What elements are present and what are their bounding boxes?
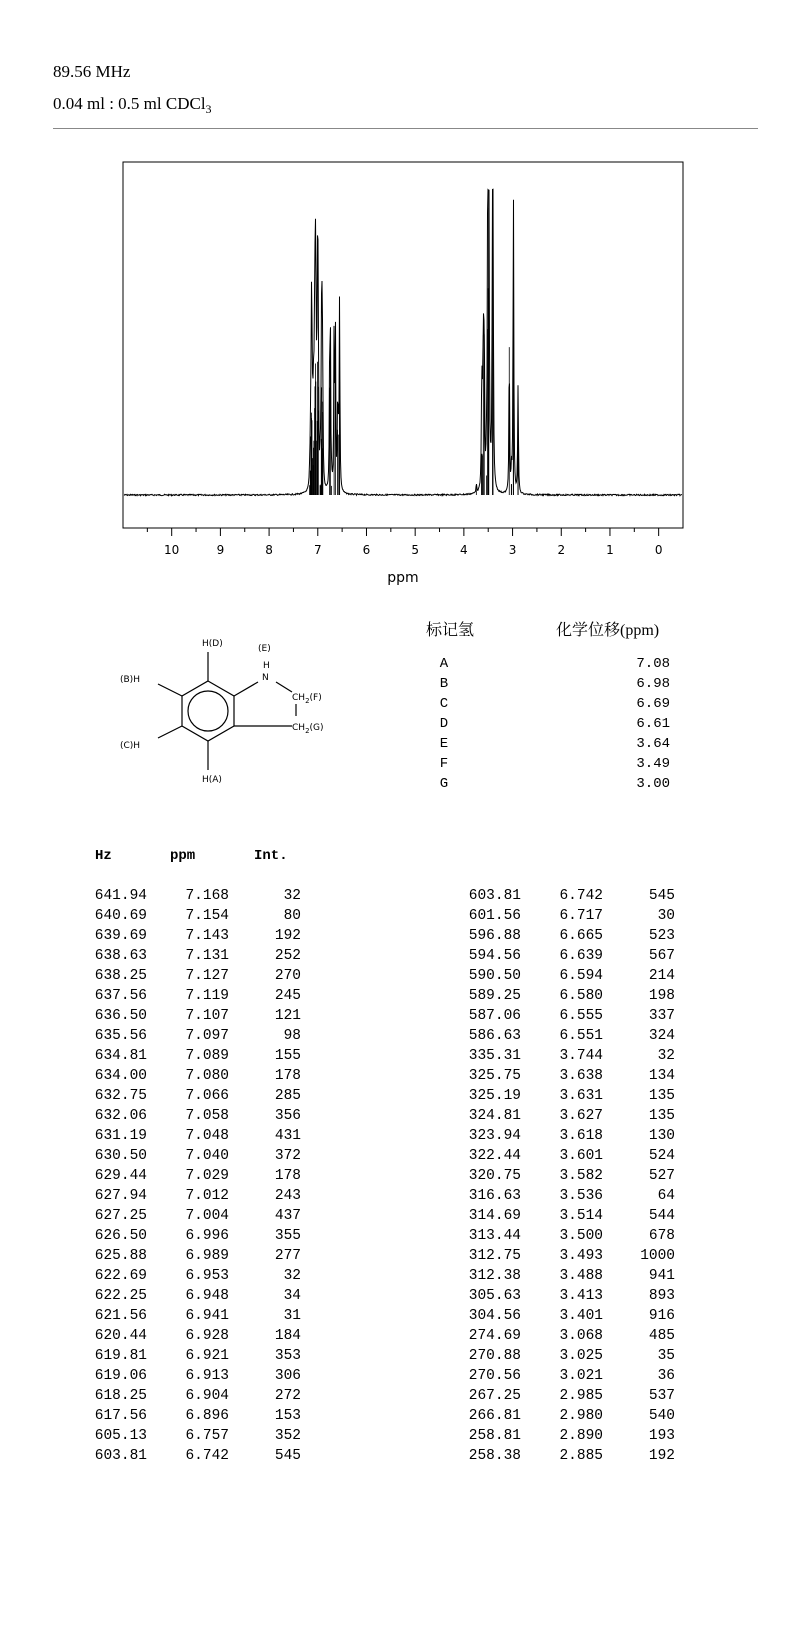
peak-hz: 586.63 <box>468 1028 521 1044</box>
nmr-spectrum-chart <box>0 0 794 600</box>
peak-hz: 304.56 <box>468 1308 521 1324</box>
peak-int: 352 <box>274 1428 301 1444</box>
peak-hz: 641.94 <box>94 888 147 904</box>
peak-hz: 619.81 <box>94 1348 147 1364</box>
peak-int: 243 <box>274 1188 301 1204</box>
peak-int: 941 <box>648 1268 675 1284</box>
peak-int: 130 <box>648 1128 675 1144</box>
peak-hz: 323.94 <box>468 1128 521 1144</box>
x-tick-label: 8 <box>265 543 273 557</box>
peak-row <box>456 1286 675 1306</box>
label-ch2-g: $CH_2(G)$ <box>292 723 324 735</box>
peak-ppm: 3.068 <box>559 1328 603 1344</box>
peak-hz: 274.69 <box>468 1328 521 1344</box>
peak-ppm: 3.025 <box>559 1348 603 1364</box>
indoline-structure <box>110 630 380 800</box>
peak-hz: 267.25 <box>468 1388 521 1404</box>
peak-int: 36 <box>657 1368 675 1384</box>
peak-ppm: 7.131 <box>185 948 229 964</box>
peak-ppm: 3.582 <box>559 1168 603 1184</box>
peak-row <box>82 1426 301 1446</box>
peak-ppm: 7.012 <box>185 1188 229 1204</box>
x-axis-ticks <box>147 528 658 536</box>
peak-ppm: 6.996 <box>185 1228 229 1244</box>
peak-row <box>82 1406 301 1426</box>
peak-row <box>456 1266 675 1286</box>
peak-row <box>82 1386 301 1406</box>
assignment-table <box>420 654 670 794</box>
peak-hz: 314.69 <box>468 1208 521 1224</box>
assignment-shift: 3.64 <box>636 736 670 752</box>
peak-ppm: 7.143 <box>185 928 229 944</box>
x-tick-label: 9 <box>216 543 225 557</box>
peak-ppm: 7.029 <box>185 1168 229 1184</box>
peak-hz: 617.56 <box>94 1408 147 1424</box>
peak-int: 214 <box>648 968 675 984</box>
assignment-shift: 3.00 <box>636 776 670 792</box>
peak-header-ppm: ppm <box>170 848 196 864</box>
peak-ppm: 6.757 <box>185 1428 229 1444</box>
label-hb: (B)H <box>120 675 140 685</box>
label-hd: H(D) <box>202 639 223 649</box>
peak-int: 198 <box>648 988 675 1004</box>
peak-int: 324 <box>648 1028 675 1044</box>
peak-ppm: 6.717 <box>559 908 603 924</box>
peak-int: 32 <box>657 1048 675 1064</box>
peak-int: 524 <box>648 1148 675 1164</box>
peak-ppm: 7.066 <box>185 1088 229 1104</box>
assignment-label: E <box>439 736 449 752</box>
peak-row <box>82 1206 301 1226</box>
peak-row <box>82 1126 301 1146</box>
peak-row <box>82 1306 301 1326</box>
label-ch2-f: $CH_2(F)$ <box>292 693 322 705</box>
peak-hz: 270.56 <box>468 1368 521 1384</box>
assignment-header-shift: 化学位移(ppm) <box>556 622 660 639</box>
spectrum-line <box>124 189 682 495</box>
peak-hz: 322.44 <box>468 1148 521 1164</box>
peak-hz: 630.50 <box>94 1148 147 1164</box>
peak-hz: 258.38 <box>468 1448 521 1464</box>
peak-hz: 620.44 <box>94 1328 147 1344</box>
x-tick-label: 4 <box>460 543 468 557</box>
peak-hz: 596.88 <box>468 928 521 944</box>
peak-ppm: 6.896 <box>185 1408 229 1424</box>
peak-int: 30 <box>657 908 675 924</box>
peak-ppm: 7.168 <box>185 888 229 904</box>
peak-int: 178 <box>274 1068 301 1084</box>
peak-row <box>456 1146 675 1166</box>
peak-int: 355 <box>274 1228 301 1244</box>
assignment-label: G <box>439 776 449 792</box>
peak-row <box>82 1066 301 1086</box>
peak-row <box>82 1186 301 1206</box>
peak-hz: 627.94 <box>94 1188 147 1204</box>
peak-row <box>82 1086 301 1106</box>
molecule-bonds <box>158 652 296 770</box>
peak-int: 252 <box>274 948 301 964</box>
peak-int: 678 <box>648 1228 675 1244</box>
assignment-label: B <box>439 676 449 692</box>
assignment-label: A <box>439 656 449 672</box>
peak-int: 567 <box>648 948 675 964</box>
peak-ppm: 3.514 <box>559 1208 603 1224</box>
peak-ppm: 6.941 <box>185 1308 229 1324</box>
peak-int: 277 <box>274 1248 301 1264</box>
peak-int: 544 <box>648 1208 675 1224</box>
x-tick-label: 1 <box>606 543 614 557</box>
peak-int: 537 <box>648 1388 675 1404</box>
peak-int: 135 <box>648 1108 675 1124</box>
peak-row <box>82 1286 301 1306</box>
peak-row <box>82 1166 301 1186</box>
peak-ppm: 6.928 <box>185 1328 229 1344</box>
peak-list-left <box>82 886 301 1466</box>
peak-int: 192 <box>274 928 301 944</box>
peak-int: 184 <box>274 1328 301 1344</box>
peak-hz: 635.56 <box>94 1028 147 1044</box>
peak-row <box>82 1326 301 1346</box>
peak-row <box>456 1006 675 1026</box>
peak-row <box>82 1446 301 1466</box>
peak-hz: 631.19 <box>94 1128 147 1144</box>
peak-list-right <box>456 886 675 1466</box>
x-tick-label: 0 <box>654 543 663 557</box>
peak-ppm: 7.080 <box>185 1068 229 1084</box>
peak-hz: 627.25 <box>94 1208 147 1224</box>
peak-hz: 587.06 <box>468 1008 521 1024</box>
peak-ppm: 3.536 <box>559 1188 603 1204</box>
peak-hz: 637.56 <box>94 988 147 1004</box>
peak-hz: 634.00 <box>94 1068 147 1084</box>
peak-row <box>456 1206 675 1226</box>
assignment-shift: 6.98 <box>636 676 670 692</box>
peak-row <box>82 1246 301 1266</box>
peak-hz: 594.56 <box>468 948 521 964</box>
peak-row <box>456 886 675 906</box>
peak-ppm: 6.989 <box>185 1248 229 1264</box>
peak-ppm: 3.500 <box>559 1228 603 1244</box>
peak-ppm: 3.493 <box>559 1248 603 1264</box>
peak-row <box>82 1366 301 1386</box>
assignment-row <box>420 714 670 734</box>
label-e: (E) <box>258 644 271 654</box>
label-hc: (C)H <box>120 741 141 751</box>
peak-row <box>82 1026 301 1046</box>
peak-row <box>456 1366 675 1386</box>
peak-row <box>456 1066 675 1086</box>
peak-row <box>456 1306 675 1326</box>
peak-int: 80 <box>283 908 301 924</box>
peak-int: 31 <box>283 1308 301 1324</box>
label-n: N <box>262 673 269 683</box>
spectrometer-frequency: 89.56 MHz <box>53 62 131 81</box>
peak-hz: 632.75 <box>94 1088 147 1104</box>
peak-int: 98 <box>283 1028 301 1044</box>
assignment-label: D <box>439 716 449 732</box>
peak-ppm: 6.921 <box>185 1348 229 1364</box>
sample-text: 0.04 ml : 0.5 ml CDCl <box>53 94 206 113</box>
peak-hz: 258.81 <box>468 1428 521 1444</box>
peak-hz: 601.56 <box>468 908 521 924</box>
peak-ppm: 6.913 <box>185 1368 229 1384</box>
peak-hz: 270.88 <box>468 1348 521 1364</box>
peak-row <box>456 1426 675 1446</box>
peak-row <box>456 1326 675 1346</box>
peak-hz: 589.25 <box>468 988 521 1004</box>
peak-hz: 622.25 <box>94 1288 147 1304</box>
peak-int: 540 <box>648 1408 675 1424</box>
peak-int: 32 <box>283 888 301 904</box>
peak-row <box>82 1046 301 1066</box>
assignment-row <box>420 754 670 774</box>
peak-int: 35 <box>657 1348 675 1364</box>
x-axis-tick-labels <box>164 543 662 557</box>
peak-row <box>82 1226 301 1246</box>
peak-hz: 625.88 <box>94 1248 147 1264</box>
peak-row <box>456 1166 675 1186</box>
peak-hz: 325.19 <box>468 1088 521 1104</box>
peak-row <box>456 1226 675 1246</box>
peak-ppm: 3.618 <box>559 1128 603 1144</box>
peak-int: 135 <box>648 1088 675 1104</box>
x-tick-label: 2 <box>557 543 566 557</box>
peak-hz: 603.81 <box>94 1448 147 1464</box>
label-ha: H(A) <box>202 775 222 785</box>
peak-hz: 590.50 <box>468 968 521 984</box>
assignment-shift: 6.61 <box>636 716 670 732</box>
peak-row <box>456 1126 675 1146</box>
peak-ppm: 3.401 <box>559 1308 603 1324</box>
assignment-row <box>420 734 670 754</box>
peak-int: 545 <box>648 888 675 904</box>
peak-row <box>456 1406 675 1426</box>
peak-hz: 266.81 <box>468 1408 521 1424</box>
peak-int: 353 <box>274 1348 301 1364</box>
peak-ppm: 6.665 <box>559 928 603 944</box>
peak-row <box>456 946 675 966</box>
peak-row <box>82 1266 301 1286</box>
x-tick-label: 3 <box>508 543 517 557</box>
assignment-shift: 3.49 <box>636 756 670 772</box>
peak-row <box>456 1246 675 1266</box>
peak-int: 306 <box>274 1368 301 1384</box>
peak-int: 34 <box>283 1288 301 1304</box>
peak-ppm: 7.004 <box>185 1208 229 1224</box>
peak-int: 270 <box>274 968 301 984</box>
peak-int: 134 <box>648 1068 675 1084</box>
peak-row <box>82 946 301 966</box>
assignment-shift: 7.08 <box>636 656 670 672</box>
peak-hz: 629.44 <box>94 1168 147 1184</box>
peak-ppm: 7.040 <box>185 1148 229 1164</box>
peak-ppm: 6.639 <box>559 948 603 964</box>
peak-hz: 640.69 <box>94 908 147 924</box>
peak-ppm: 3.744 <box>559 1048 603 1064</box>
peak-ppm: 6.742 <box>559 888 603 904</box>
peak-int: 356 <box>274 1108 301 1124</box>
peak-ppm: 2.985 <box>559 1388 603 1404</box>
assignment-row <box>420 674 670 694</box>
peak-header-int: Int. <box>254 848 288 864</box>
peak-ppm: 6.904 <box>185 1388 229 1404</box>
assignment-row <box>420 694 670 714</box>
peak-hz: 603.81 <box>468 888 521 904</box>
assignment-header-label: 标记氢 <box>426 622 475 639</box>
peak-ppm: 6.580 <box>559 988 603 1004</box>
peak-hz: 618.25 <box>94 1388 147 1404</box>
x-tick-label: 6 <box>362 543 371 557</box>
peak-int: 178 <box>274 1168 301 1184</box>
peak-hz: 621.56 <box>94 1308 147 1324</box>
peak-hz: 622.69 <box>94 1268 147 1284</box>
peak-int: 32 <box>283 1268 301 1284</box>
assignment-label: C <box>439 696 449 712</box>
peak-int: 523 <box>648 928 675 944</box>
peak-ppm: 2.980 <box>559 1408 603 1424</box>
peak-int: 272 <box>274 1388 301 1404</box>
peak-ppm: 3.021 <box>559 1368 603 1384</box>
peak-int: 285 <box>274 1088 301 1104</box>
peak-ppm: 2.885 <box>559 1448 603 1464</box>
peak-row <box>456 906 675 926</box>
peak-ppm: 3.601 <box>559 1148 603 1164</box>
peak-int: 431 <box>274 1128 301 1144</box>
peak-ppm: 7.154 <box>185 908 229 924</box>
peak-hz: 632.06 <box>94 1108 147 1124</box>
peak-hz: 636.50 <box>94 1008 147 1024</box>
assignment-row <box>420 654 670 674</box>
peak-row <box>82 1146 301 1166</box>
peak-int: 153 <box>274 1408 301 1424</box>
x-axis-label: ppm <box>387 570 419 586</box>
peak-row <box>82 906 301 926</box>
peak-ppm: 3.413 <box>559 1288 603 1304</box>
peak-ppm: 7.048 <box>185 1128 229 1144</box>
peak-row <box>456 1086 675 1106</box>
peak-row <box>82 886 301 906</box>
peak-hz: 312.75 <box>468 1248 521 1264</box>
peak-hz: 634.81 <box>94 1048 147 1064</box>
peak-hz: 312.38 <box>468 1268 521 1284</box>
peak-hz: 638.25 <box>94 968 147 984</box>
peak-row <box>82 966 301 986</box>
peak-ppm: 3.638 <box>559 1068 603 1084</box>
peak-int: 545 <box>274 1448 301 1464</box>
peak-hz: 605.13 <box>94 1428 147 1444</box>
assignment-shift: 6.69 <box>636 696 670 712</box>
peak-ppm: 6.555 <box>559 1008 603 1024</box>
peak-hz: 324.81 <box>468 1108 521 1124</box>
peak-int: 527 <box>648 1168 675 1184</box>
peak-int: 916 <box>648 1308 675 1324</box>
peak-hz: 313.44 <box>468 1228 521 1244</box>
peak-row <box>82 986 301 1006</box>
peak-ppm: 3.488 <box>559 1268 603 1284</box>
peak-row <box>456 1446 675 1466</box>
peak-int: 193 <box>648 1428 675 1444</box>
peak-ppm: 3.631 <box>559 1088 603 1104</box>
peak-row <box>456 1186 675 1206</box>
peak-hz: 320.75 <box>468 1168 521 1184</box>
x-tick-label: 10 <box>164 543 180 557</box>
peak-row <box>456 1026 675 1046</box>
peak-ppm: 7.107 <box>185 1008 229 1024</box>
peak-hz: 639.69 <box>94 928 147 944</box>
peak-int: 437 <box>274 1208 301 1224</box>
peak-ppm: 3.627 <box>559 1108 603 1124</box>
peak-ppm: 7.119 <box>185 988 229 1004</box>
peak-int: 1000 <box>640 1248 675 1264</box>
peak-int: 337 <box>648 1008 675 1024</box>
assignment-row <box>420 774 670 794</box>
peak-ppm: 7.089 <box>185 1048 229 1064</box>
peak-row <box>82 1346 301 1366</box>
peak-row <box>456 966 675 986</box>
label-nh-h: H <box>263 661 270 671</box>
peak-row <box>456 1346 675 1366</box>
peak-row <box>82 1006 301 1026</box>
peak-row <box>82 1106 301 1126</box>
peak-int: 64 <box>657 1188 675 1204</box>
peak-int: 485 <box>648 1328 675 1344</box>
peak-hz: 638.63 <box>94 948 147 964</box>
peak-int: 192 <box>648 1448 675 1464</box>
peak-hz: 316.63 <box>468 1188 521 1204</box>
peak-row <box>456 1386 675 1406</box>
peak-ppm: 6.953 <box>185 1268 229 1284</box>
x-tick-label: 5 <box>411 543 419 557</box>
peak-ppm: 6.551 <box>559 1028 603 1044</box>
peak-ppm: 6.948 <box>185 1288 229 1304</box>
peak-row <box>82 926 301 946</box>
x-tick-label: 7 <box>313 543 322 557</box>
peak-hz: 335.31 <box>468 1048 521 1064</box>
peak-int: 121 <box>274 1008 301 1024</box>
plot-frame <box>123 162 683 528</box>
peak-ppm: 7.127 <box>185 968 229 984</box>
sample-subscript: 3 <box>205 102 212 116</box>
peak-int: 245 <box>274 988 301 1004</box>
peak-int: 372 <box>274 1148 301 1164</box>
peak-header-hz: Hz <box>95 848 112 864</box>
peak-row <box>456 986 675 1006</box>
peak-hz: 626.50 <box>94 1228 147 1244</box>
peak-ppm: 2.890 <box>559 1428 603 1444</box>
peak-int: 155 <box>274 1048 301 1064</box>
peak-ppm: 7.097 <box>185 1028 229 1044</box>
peak-ppm: 6.742 <box>185 1448 229 1464</box>
peak-row <box>456 1106 675 1126</box>
peak-ppm: 6.594 <box>559 968 603 984</box>
peak-row <box>456 1046 675 1066</box>
peak-hz: 305.63 <box>468 1288 521 1304</box>
peak-hz: 619.06 <box>94 1368 147 1384</box>
peak-int: 893 <box>648 1288 675 1304</box>
assignment-label: F <box>439 756 449 772</box>
peak-row <box>456 926 675 946</box>
peak-hz: 325.75 <box>468 1068 521 1084</box>
peak-ppm: 7.058 <box>185 1108 229 1124</box>
